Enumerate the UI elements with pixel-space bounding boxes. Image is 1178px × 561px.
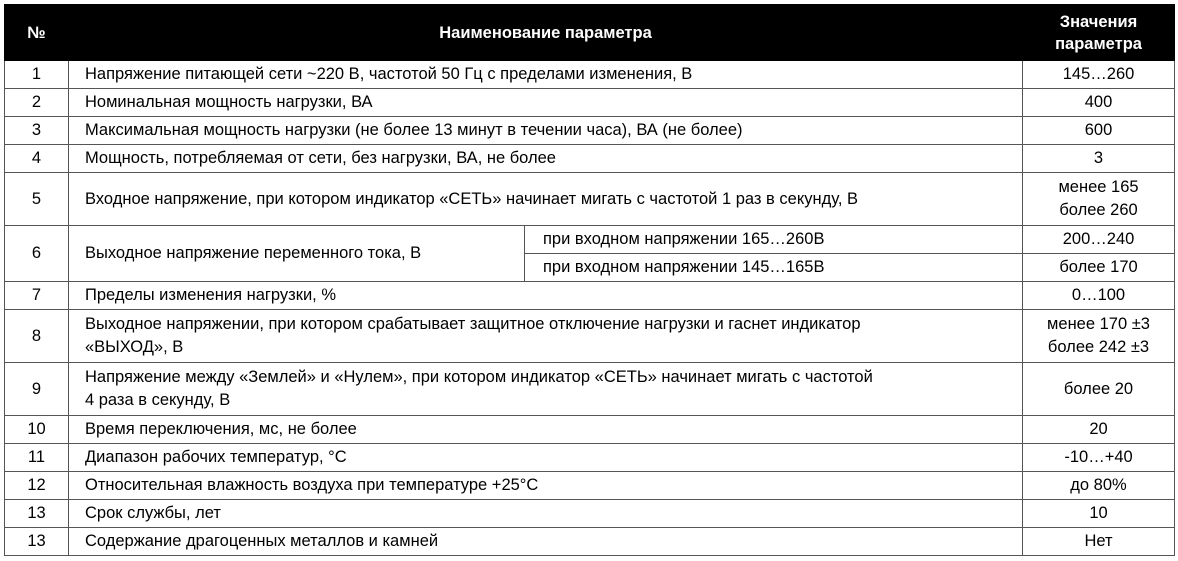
parameter-name: Время переключения, мс, не более [69, 416, 1023, 444]
table-body [5, 61, 1175, 556]
table-row [5, 145, 1175, 173]
parameter-name: Содержание драгоценных металлов и камней [69, 528, 1023, 556]
parameter-name: Напряжение питающей сети ~220 В, частотой 50 Гц с пределами изменения, В [69, 61, 1023, 89]
parameter-value: Нет [1023, 528, 1175, 556]
spec-table-container [4, 4, 1175, 556]
parameter-value: 600 [1023, 117, 1175, 145]
parameter-value: -10…+40 [1023, 444, 1175, 472]
parameter-value [1023, 310, 1175, 363]
table-row [5, 226, 1175, 254]
parameter-value: 0…100 [1023, 282, 1175, 310]
header-parameter-name: Наименование параметра [69, 5, 1023, 61]
parameter-name: Пределы изменения нагрузки, % [69, 282, 1023, 310]
parameter-value: 10 [1023, 500, 1175, 528]
row-number: 4 [5, 145, 69, 173]
header-parameter-value [1023, 5, 1175, 61]
row-number: 3 [5, 117, 69, 145]
row-number: 8 [5, 310, 69, 363]
parameter-name [69, 363, 1023, 416]
row-number: 2 [5, 89, 69, 117]
parameter-value: более 170 [1023, 254, 1175, 282]
table-row [5, 416, 1175, 444]
row-number: 9 [5, 363, 69, 416]
table-row [5, 472, 1175, 500]
parameter-name: Максимальная мощность нагрузки (не более 13 минут в течении часа), ВА (не более) [69, 117, 1023, 145]
parameter-condition: при входном напряжении 145…165В [525, 254, 1023, 282]
table-row [5, 528, 1175, 556]
parameter-name: Мощность, потребляемая от сети, без нагрузки, ВА, не более [69, 145, 1023, 173]
parameter-value: 20 [1023, 416, 1175, 444]
row-number: 7 [5, 282, 69, 310]
parameter-name: Номинальная мощность нагрузки, ВА [69, 89, 1023, 117]
table-row [5, 173, 1175, 226]
header-value-line1: Значения [1059, 12, 1138, 31]
parameter-value: 400 [1023, 89, 1175, 117]
parameter-name: Выходное напряжение переменного тока, В [69, 226, 525, 282]
parameter-value: 145…260 [1023, 61, 1175, 89]
name-line2: 4 раза в секунду, В [85, 391, 231, 409]
table-row [5, 117, 1175, 145]
parameter-name: Срок службы, лет [69, 500, 1023, 528]
value-line1: менее 165 [1058, 178, 1139, 196]
table-row [5, 363, 1175, 416]
row-number: 6 [5, 226, 69, 282]
value-line1: менее 170 ±3 [1047, 315, 1150, 333]
row-number: 1 [5, 61, 69, 89]
parameter-value: 200…240 [1023, 226, 1175, 254]
name-line1: Выходное напряжении, при котором срабатывает защитное отключение нагрузки и гаснет индикатор [85, 315, 861, 333]
parameter-value: 3 [1023, 145, 1175, 173]
name-line2: «ВЫХОД», В [85, 338, 184, 356]
parameter-name: Диапазон рабочих температур, °С [69, 444, 1023, 472]
table-row [5, 61, 1175, 89]
parameter-name [69, 310, 1023, 363]
table-header [5, 5, 1175, 61]
parameter-condition: при входном напряжении 165…260В [525, 226, 1023, 254]
row-number: 10 [5, 416, 69, 444]
value-line2: более 260 [1059, 201, 1138, 219]
header-number: № [5, 5, 69, 61]
table-row [5, 89, 1175, 117]
row-number: 5 [5, 173, 69, 226]
row-number: 13 [5, 528, 69, 556]
parameter-name: Относительная влажность воздуха при температуре +25°С [69, 472, 1023, 500]
header-row [5, 5, 1175, 61]
table-row [5, 500, 1175, 528]
parameter-value: до 80% [1023, 472, 1175, 500]
spec-table [4, 4, 1175, 556]
name-line1: Напряжение между «Землей» и «Нулем», при котором индикатор «СЕТЬ» начинает мигать с частотой [85, 368, 873, 386]
row-number: 12 [5, 472, 69, 500]
value-line2: более 242 ±3 [1047, 338, 1150, 356]
table-row [5, 282, 1175, 310]
parameter-value: более 20 [1023, 363, 1175, 416]
header-value-line2: параметра [1055, 34, 1142, 53]
parameter-value [1023, 173, 1175, 226]
row-number: 13 [5, 500, 69, 528]
row-number: 11 [5, 444, 69, 472]
table-row [5, 444, 1175, 472]
parameter-name: Входное напряжение, при котором индикатор «СЕТЬ» начинает мигать с частотой 1 раз в секунду, В [69, 173, 1023, 226]
table-row [5, 310, 1175, 363]
